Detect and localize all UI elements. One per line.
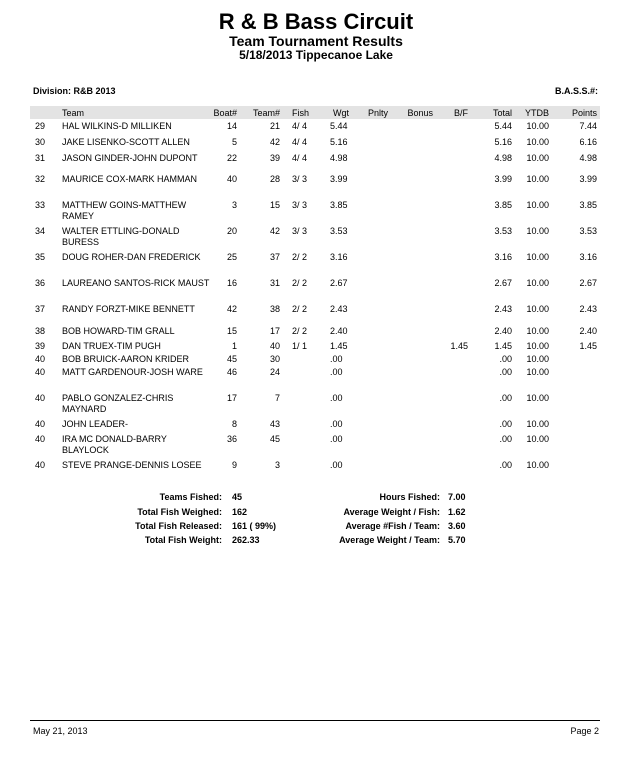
row-teamnum: 31	[269, 278, 280, 288]
row-boat: 5	[231, 137, 237, 147]
row-total: 3.85	[494, 200, 512, 210]
row-boat: 9	[231, 460, 237, 470]
row-total: .00	[499, 460, 512, 470]
row-place: 40	[35, 434, 46, 444]
row-points: 3.99	[579, 174, 597, 184]
row-ytdb: 10.00	[526, 153, 549, 163]
row-place: 40	[35, 393, 46, 403]
footer-divider	[30, 720, 600, 721]
row-place: 36	[35, 278, 46, 288]
stat-right-value: 5.70	[448, 535, 466, 545]
row-team-name: DAN TRUEX-TIM PUGH	[62, 341, 161, 351]
row-total: 1.45	[494, 341, 512, 351]
row-team-name: STEVE PRANGE-DENNIS LOSEE	[62, 460, 202, 470]
row-ytdb: 10.00	[526, 367, 549, 377]
row-teamnum: 43	[269, 419, 280, 429]
row-boat: 8	[231, 419, 237, 429]
stat-left-value: 262.33	[232, 535, 260, 545]
col-team: Team	[62, 108, 85, 118]
row-boat: 20	[226, 226, 237, 236]
stat-left-label: Total Fish Released:	[135, 521, 222, 531]
row-boat: 15	[226, 326, 237, 336]
row-fish: 4/ 4	[292, 153, 308, 163]
row-wgt: 3.53	[330, 226, 348, 236]
row-teamnum: 7	[274, 393, 280, 403]
row-ytdb: 10.00	[526, 252, 549, 262]
row-place: 40	[35, 460, 46, 470]
row-wgt: .00	[330, 367, 343, 377]
row-wgt: 1.45	[330, 341, 348, 351]
row-bf: 1.45	[450, 341, 468, 351]
col-fish: Fish	[292, 108, 310, 118]
division-label: Division: R&B 2013	[33, 86, 116, 96]
col-pnlty: Pnlty	[367, 108, 388, 118]
row-team-name: BOB BRUICK-AARON KRIDER	[62, 354, 190, 364]
row-boat: 14	[226, 121, 237, 131]
row-place: 35	[35, 252, 46, 262]
row-wgt: 3.99	[330, 174, 348, 184]
row-total: 2.67	[494, 278, 512, 288]
row-team-name: MATTHEW GOINS-MATTHEW RAMEY	[62, 200, 187, 221]
bass-number-label: B.A.S.S.#:	[554, 86, 598, 96]
stat-left-label: Total Fish Weighed:	[137, 507, 222, 517]
row-team-name: WALTER ETTLING-DONALD BURESS	[62, 226, 180, 247]
row-place: 37	[35, 304, 46, 314]
row-total: .00	[499, 367, 512, 377]
row-team-name: JAKE LISENKO-SCOTT ALLEN	[62, 137, 190, 147]
row-wgt: .00	[330, 419, 343, 429]
row-place: 30	[35, 137, 46, 147]
row-team-name: HAL WILKINS-D MILLIKEN	[62, 121, 172, 131]
row-team-name: MAURICE COX-MARK HAMMAN	[62, 174, 198, 184]
row-wgt: .00	[330, 434, 343, 444]
row-boat: 17	[226, 393, 237, 403]
row-wgt: .00	[330, 354, 343, 364]
row-points: 3.16	[579, 252, 597, 262]
row-place: 40	[35, 367, 46, 377]
row-ytdb: 10.00	[526, 354, 549, 364]
row-ytdb: 10.00	[526, 326, 549, 336]
row-ytdb: 10.00	[526, 341, 549, 351]
row-teamnum: 28	[269, 174, 280, 184]
row-boat: 42	[226, 304, 237, 314]
row-teamnum: 30	[269, 354, 280, 364]
row-team-name: RANDY FORZT-MIKE BENNETT	[62, 304, 195, 314]
row-wgt: 2.40	[330, 326, 348, 336]
row-total: 3.53	[494, 226, 512, 236]
row-ytdb: 10.00	[526, 174, 549, 184]
row-total: .00	[499, 419, 512, 429]
row-boat: 25	[226, 252, 237, 262]
row-ytdb: 10.00	[526, 226, 549, 236]
row-wgt: 5.16	[330, 137, 348, 147]
report-subtitle: Team Tournament Results	[229, 33, 403, 49]
row-team-name: BOB HOWARD-TIM GRALL	[62, 326, 175, 336]
row-boat: 1	[231, 341, 237, 351]
row-points: 2.40	[579, 326, 597, 336]
row-ytdb: 10.00	[526, 419, 549, 429]
col-boat: Boat#	[213, 108, 237, 118]
row-total: 4.98	[494, 153, 512, 163]
row-points: 1.45	[579, 341, 597, 351]
row-place: 40	[35, 419, 46, 429]
row-place: 32	[35, 174, 46, 184]
row-fish: 1/ 1	[292, 341, 308, 351]
stat-left-label: Teams Fished:	[159, 492, 222, 502]
row-wgt: 4.98	[330, 153, 348, 163]
row-ytdb: 10.00	[526, 304, 549, 314]
row-fish: 2/ 2	[292, 278, 308, 288]
row-total: .00	[499, 354, 512, 364]
footer-date: May 21, 2013	[33, 726, 88, 736]
col-wgt: Wgt	[332, 108, 349, 118]
row-place: 39	[35, 341, 46, 351]
row-teamnum: 17	[269, 326, 280, 336]
col-ytdb: YTDB	[524, 108, 549, 118]
row-team-name: JASON GINDER-JOHN DUPONT	[62, 153, 198, 163]
row-points: 2.43	[579, 304, 597, 314]
stat-right-label: Hours Fished:	[379, 492, 440, 502]
row-wgt: 5.44	[330, 121, 348, 131]
col-total: Total	[492, 108, 512, 118]
row-place: 34	[35, 226, 46, 236]
row-fish: 4/ 4	[292, 121, 308, 131]
row-teamnum: 37	[269, 252, 280, 262]
row-ytdb: 10.00	[526, 393, 549, 403]
report-title: R & B Bass Circuit	[218, 9, 414, 34]
row-points: 2.67	[579, 278, 597, 288]
row-teamnum: 21	[269, 121, 280, 131]
row-boat: 46	[226, 367, 237, 377]
row-points: 4.98	[579, 153, 597, 163]
stat-right-value: 7.00	[448, 492, 466, 502]
stat-right-value: 3.60	[448, 521, 466, 531]
row-ytdb: 10.00	[526, 200, 549, 210]
row-wgt: 2.43	[330, 304, 348, 314]
row-boat: 36	[226, 434, 237, 444]
stat-left-value: 162	[232, 507, 248, 517]
row-teamnum: 38	[269, 304, 280, 314]
row-place: 38	[35, 326, 46, 336]
row-teamnum: 45	[269, 434, 280, 444]
row-teamnum: 40	[269, 341, 280, 351]
row-teamnum: 42	[269, 137, 280, 147]
row-place: 40	[35, 354, 46, 364]
row-fish: 4/ 4	[292, 137, 308, 147]
row-boat: 3	[231, 200, 237, 210]
col-bf: B/F	[453, 108, 468, 118]
row-wgt: 2.67	[330, 278, 348, 288]
row-fish: 2/ 2	[292, 252, 308, 262]
row-total: 5.44	[494, 121, 512, 131]
row-points: 7.44	[579, 121, 597, 131]
row-boat: 40	[226, 174, 237, 184]
stat-left-value: 45	[232, 492, 243, 502]
row-total: 3.99	[494, 174, 512, 184]
row-fish: 3/ 3	[292, 226, 308, 236]
row-place: 31	[35, 153, 46, 163]
stat-right-label: Average Weight / Fish:	[343, 507, 440, 517]
row-points: 3.53	[579, 226, 597, 236]
row-wgt: .00	[330, 460, 343, 470]
row-boat: 22	[226, 153, 237, 163]
row-teamnum: 24	[269, 367, 280, 377]
row-teamnum: 39	[269, 153, 280, 163]
row-team-name: IRA MC DONALD-BARRY BLAYLOCK	[62, 434, 167, 455]
row-wgt: 3.85	[330, 200, 348, 210]
row-teamnum: 15	[269, 200, 280, 210]
row-ytdb: 10.00	[526, 121, 549, 131]
col-teamnum: Team#	[252, 108, 280, 118]
row-points: 3.85	[579, 200, 597, 210]
row-team-name: PABLO GONZALEZ-CHRIS MAYNARD	[62, 393, 174, 414]
row-boat: 16	[226, 278, 237, 288]
row-boat: 45	[226, 354, 237, 364]
row-teamnum: 42	[269, 226, 280, 236]
stat-right-label: Average #Fish / Team:	[345, 521, 440, 531]
row-team-name: LAUREANO SANTOS-RICK MAUST	[62, 278, 210, 288]
row-team-name: JOHN LEADER-	[62, 419, 129, 429]
row-fish: 3/ 3	[292, 174, 308, 184]
row-points: 6.16	[579, 137, 597, 147]
row-team-name: MATT GARDENOUR-JOSH WARE	[62, 367, 203, 377]
stat-left-value: 161 ( 99%)	[232, 521, 277, 531]
row-fish: 2/ 2	[292, 304, 308, 314]
row-total: 5.16	[494, 137, 512, 147]
row-total: 2.40	[494, 326, 512, 336]
col-points: Points	[571, 108, 597, 118]
footer-page-number: Page 2	[570, 726, 599, 736]
row-ytdb: 10.00	[526, 278, 549, 288]
row-wgt: 3.16	[330, 252, 348, 262]
event-date-lake: 5/18/2013 Tippecanoe Lake	[239, 48, 393, 62]
row-teamnum: 3	[274, 460, 280, 470]
row-total: 2.43	[494, 304, 512, 314]
row-place: 33	[35, 200, 46, 210]
row-ytdb: 10.00	[526, 137, 549, 147]
row-fish: 3/ 3	[292, 200, 308, 210]
row-place: 29	[35, 121, 46, 131]
row-wgt: .00	[330, 393, 343, 403]
col-bonus: Bonus	[407, 108, 433, 118]
row-total: 3.16	[494, 252, 512, 262]
row-total: .00	[499, 434, 512, 444]
row-fish: 2/ 2	[292, 326, 308, 336]
stat-right-value: 1.62	[448, 507, 466, 517]
row-total: .00	[499, 393, 512, 403]
stat-left-label: Total Fish Weight:	[144, 535, 222, 545]
stat-right-label: Average Weight / Team:	[339, 535, 440, 545]
row-ytdb: 10.00	[526, 460, 549, 470]
row-team-name: DOUG ROHER-DAN FREDERICK	[62, 252, 201, 262]
row-ytdb: 10.00	[526, 434, 549, 444]
